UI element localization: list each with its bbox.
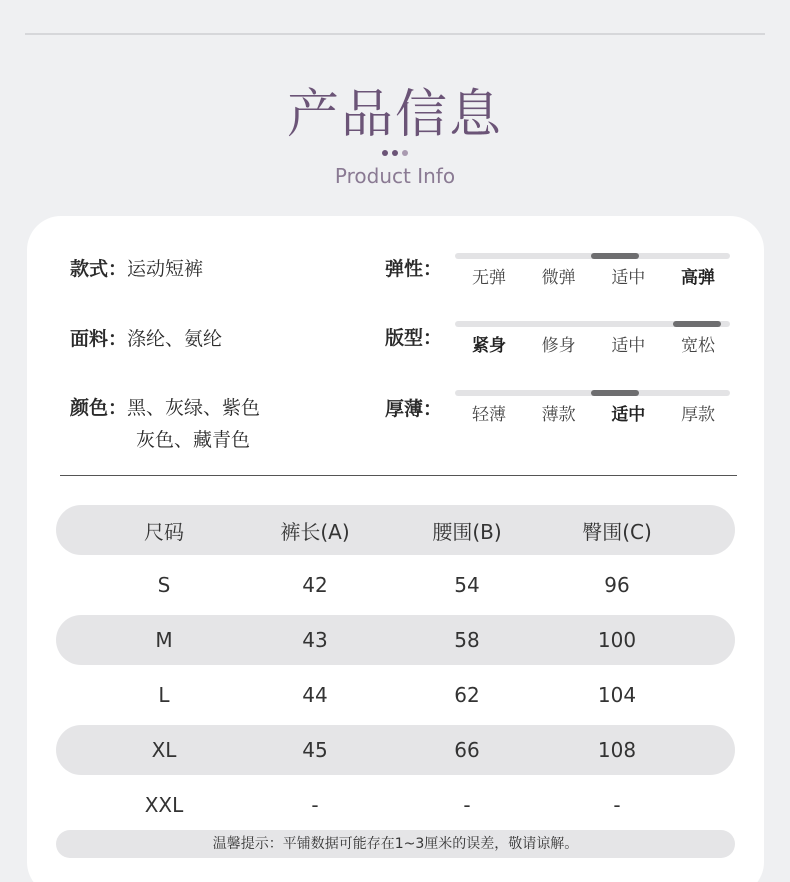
- table-row: [56, 780, 735, 830]
- table-row: [56, 725, 735, 775]
- attr-colors: [70, 392, 260, 424]
- rating-fit-options: [455, 335, 730, 357]
- rating-option: 无弹: [472, 268, 506, 288]
- table-cell: S: [157, 573, 171, 597]
- rating-option: 紧身: [472, 336, 506, 356]
- attr-fabric-key: 面料：: [70, 328, 128, 350]
- rating-option: 高弹: [680, 268, 715, 288]
- attr-style: [70, 253, 203, 285]
- section-divider: [60, 475, 737, 476]
- rating-elasticity-label: 弹性：: [385, 258, 443, 280]
- table-row: [56, 670, 735, 720]
- rating-elasticity-track: [455, 253, 730, 259]
- table-cell: 58: [454, 628, 480, 652]
- table-cell: 42: [302, 573, 328, 597]
- rating-thickness-label: 厚薄：: [385, 398, 443, 420]
- table-header-cell: 尺码: [144, 519, 184, 544]
- rating-option: 微弹: [541, 268, 576, 288]
- rating-elasticity-indicator: [591, 253, 639, 259]
- table-cell: 108: [597, 738, 637, 762]
- table-cell: 43: [302, 628, 328, 652]
- table-cell: -: [311, 793, 319, 817]
- page-subtitle: Product Info: [334, 164, 456, 188]
- table-header-cell: 腰围(B): [432, 519, 502, 544]
- page-title: 产品信息: [286, 85, 503, 145]
- rating-option: 适中: [611, 336, 646, 356]
- attr-style-key: 款式：: [70, 258, 128, 280]
- rating-option: 适中: [611, 268, 646, 288]
- table-header-cell: 裤长(A): [280, 519, 350, 544]
- rating-option: 薄款: [541, 405, 576, 425]
- table-cell: L: [158, 683, 170, 707]
- dot: [392, 150, 398, 156]
- top-divider: [25, 33, 765, 35]
- rating-thickness-indicator: [591, 390, 639, 396]
- table-cell: 44: [302, 683, 328, 707]
- rating-option: 宽松: [680, 336, 715, 356]
- rating-fit-indicator: [673, 321, 721, 327]
- attr-colors-value: 黑、灰绿、紫色: [127, 397, 261, 419]
- table-cell: 100: [597, 628, 637, 652]
- table-cell: 96: [604, 573, 630, 597]
- rating-thickness-options: [455, 404, 730, 426]
- attr-fabric: [70, 323, 222, 355]
- table-cell: XXL: [144, 793, 184, 817]
- dot: [382, 150, 388, 156]
- table-header-cell: 臀围(C): [582, 519, 652, 544]
- table-row: [56, 615, 735, 665]
- rating-fit-label: 版型：: [385, 327, 443, 349]
- dot: [402, 150, 408, 156]
- rating-option: 厚款: [680, 405, 715, 425]
- table-cell: -: [463, 793, 471, 817]
- rating-option: 轻薄: [472, 405, 506, 425]
- rating-option: 修身: [541, 336, 576, 356]
- table-cell: 45: [302, 738, 328, 762]
- attr-colors-value-line2: 灰色、藏青色: [136, 429, 251, 451]
- table-cell: 62: [454, 683, 480, 707]
- rating-elasticity-options: [455, 267, 730, 289]
- table-cell: 66: [454, 738, 480, 762]
- attr-fabric-value: 涤纶、氨纶: [127, 328, 223, 350]
- attr-colors-key: 颜色：: [70, 397, 128, 419]
- table-cell: XL: [151, 738, 177, 762]
- table-cell: 54: [454, 573, 480, 597]
- rating-fit-track: [455, 321, 730, 327]
- size-table-header: [56, 505, 735, 555]
- title-dots-decoration: [0, 150, 790, 156]
- table-cell: -: [613, 793, 621, 817]
- rating-thickness-track: [455, 390, 730, 396]
- attr-style-value: 运动短裤: [127, 258, 204, 280]
- table-cell: M: [155, 628, 173, 652]
- rating-option: 适中: [611, 405, 646, 425]
- table-row: [56, 560, 735, 610]
- table-cell: 104: [597, 683, 637, 707]
- measurement-note: 温馨提示：平铺数据可能存在1~3厘米的误差，敬请谅解。: [56, 830, 735, 858]
